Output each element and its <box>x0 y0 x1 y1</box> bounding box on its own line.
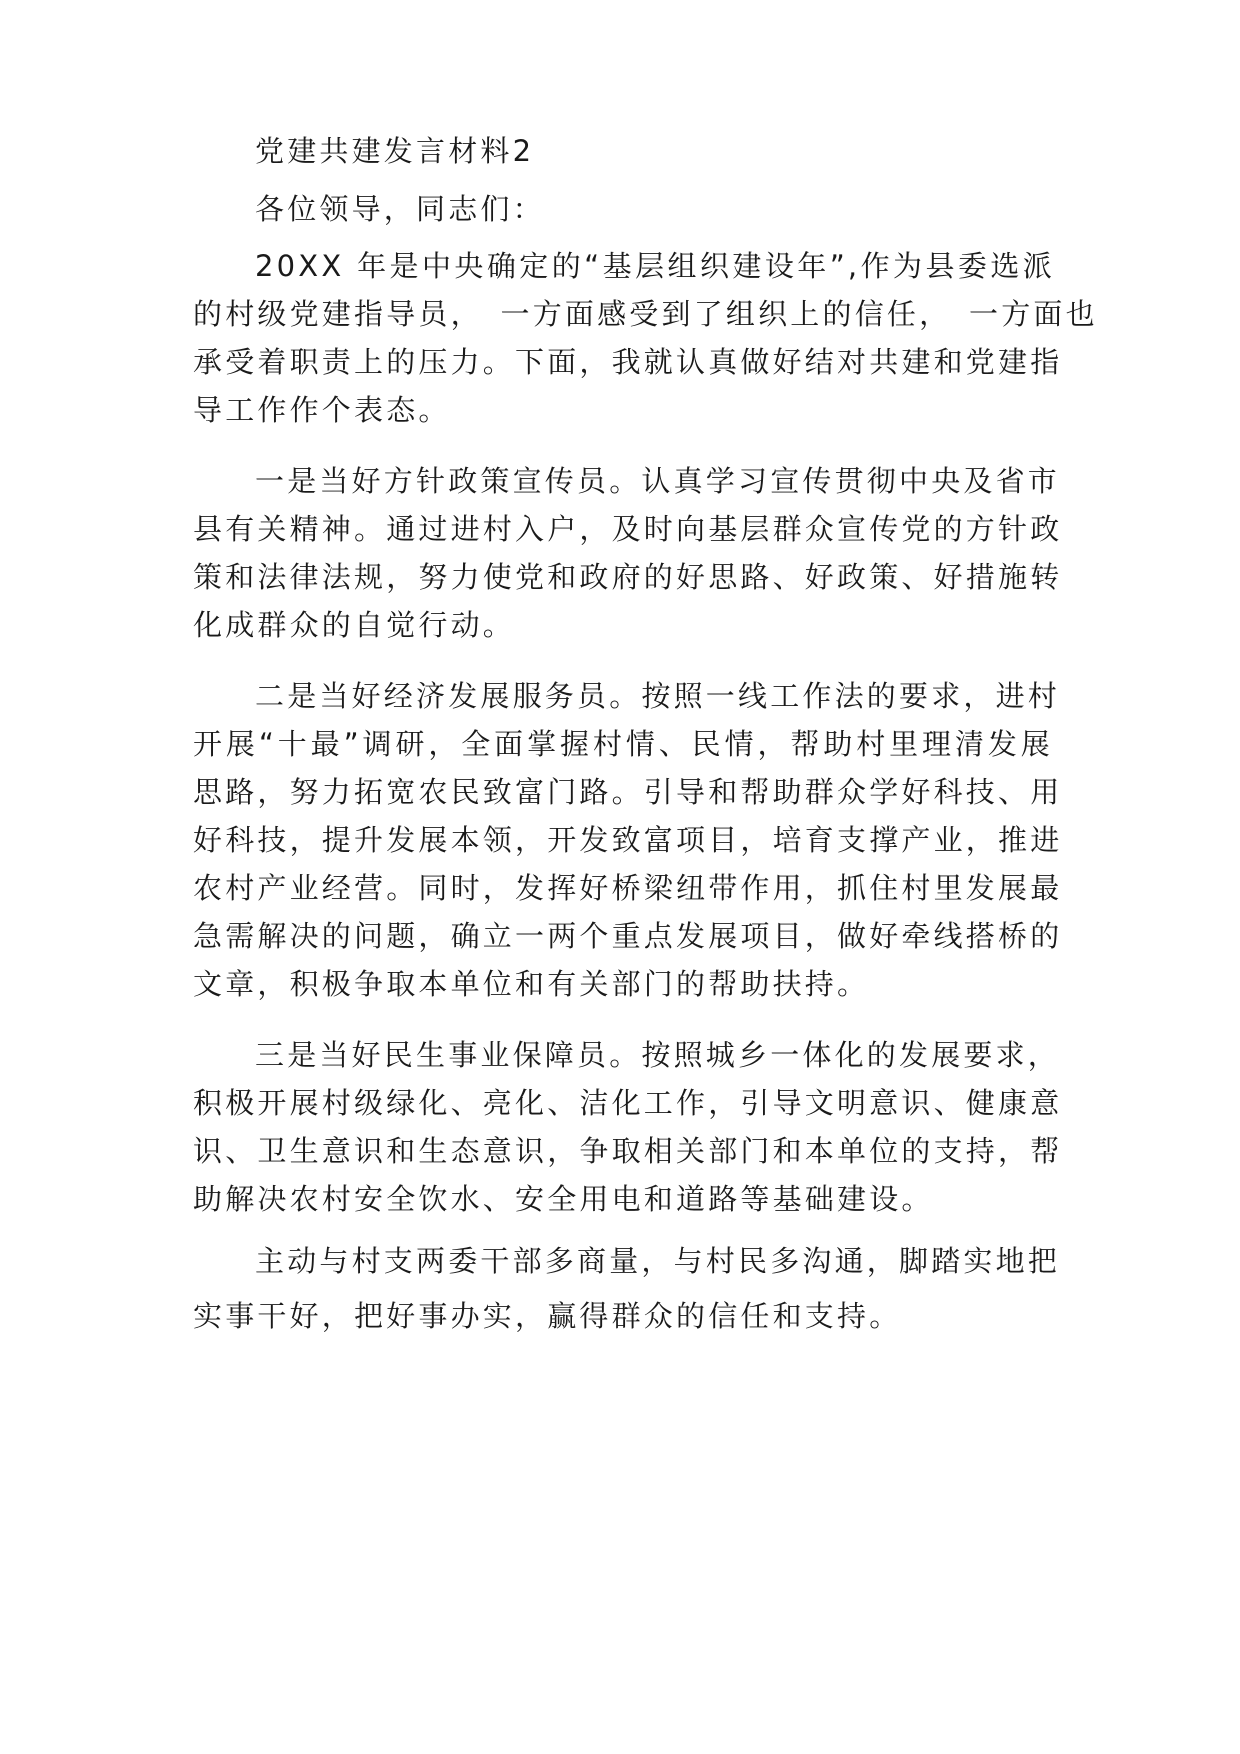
paragraph-line: 思路，努力拓宽农民致富门路。引导和帮助群众学好科技、用 <box>193 775 1063 809</box>
paragraph-line: 文章，积极争取本单位和有关部门的帮助扶持。 <box>193 967 870 1001</box>
paragraph-line: 一是当好方针政策宣传员。认真学习宣传贯彻中央及省市 <box>255 464 1061 498</box>
paragraph-line: 化成群众的自觉行动。 <box>193 608 516 642</box>
paragraph-line: 农村产业经营。同时，发挥好桥梁纽带作用，抓住村里发展最 <box>193 871 1063 905</box>
paragraph-line: 20XX 年是中央确定的“基层组织建设年”,作为县委选派 <box>255 249 1055 283</box>
paragraph-line: 实事干好，把好事办实，赢得群众的信任和支持。 <box>193 1299 902 1333</box>
paragraph-line: 积极开展村级绿化、亮化、洁化工作，引导文明意识、健康意 <box>193 1086 1063 1120</box>
paragraph-line: 主动与村支两委干部多商量，与村民多沟通，脚踏实地把 <box>255 1244 1061 1278</box>
paragraph-line: 三是当好民生事业保障员。按照城乡一体化的发展要求， <box>255 1038 1061 1072</box>
paragraph-line: 承受着职责上的压力。下面，我就认真做好结对共建和党建指 <box>193 345 1063 379</box>
paragraph-line: 急需解决的问题，确立一两个重点发展项目，做好牵线搭桥的 <box>193 919 1063 953</box>
paragraph-line: 策和法律法规，努力使党和政府的好思路、好政策、好措施转 <box>193 560 1063 594</box>
paragraph-line: 识、卫生意识和生态意识，争取相关部门和本单位的支持，帮 <box>193 1134 1063 1168</box>
document-title: 党建共建发言材料2 <box>255 134 535 168</box>
paragraph-line: 二是当好经济发展服务员。按照一线工作法的要求，进村 <box>255 679 1061 713</box>
paragraph-line: 助解决农村安全饮水、安全用电和道路等基础建设。 <box>193 1182 934 1216</box>
paragraph-line: 好科技，提升发展本领，开发致富项目，培育支撑产业，推进 <box>193 823 1063 857</box>
paragraph-line: 县有关精神。通过进村入户，及时向基层群众宣传党的方针政 <box>193 512 1063 546</box>
greeting: 各位领导，同志们： <box>255 192 545 226</box>
paragraph-line: 导工作作个表态。 <box>193 393 451 427</box>
paragraph-line: 的村级党建指导员， 一方面感受到了组织上的信任， 一方面也 <box>193 297 1098 331</box>
paragraph-line: 开展“十最”调研，全面掌握村情、民情，帮助村里理清发展 <box>193 727 1053 761</box>
